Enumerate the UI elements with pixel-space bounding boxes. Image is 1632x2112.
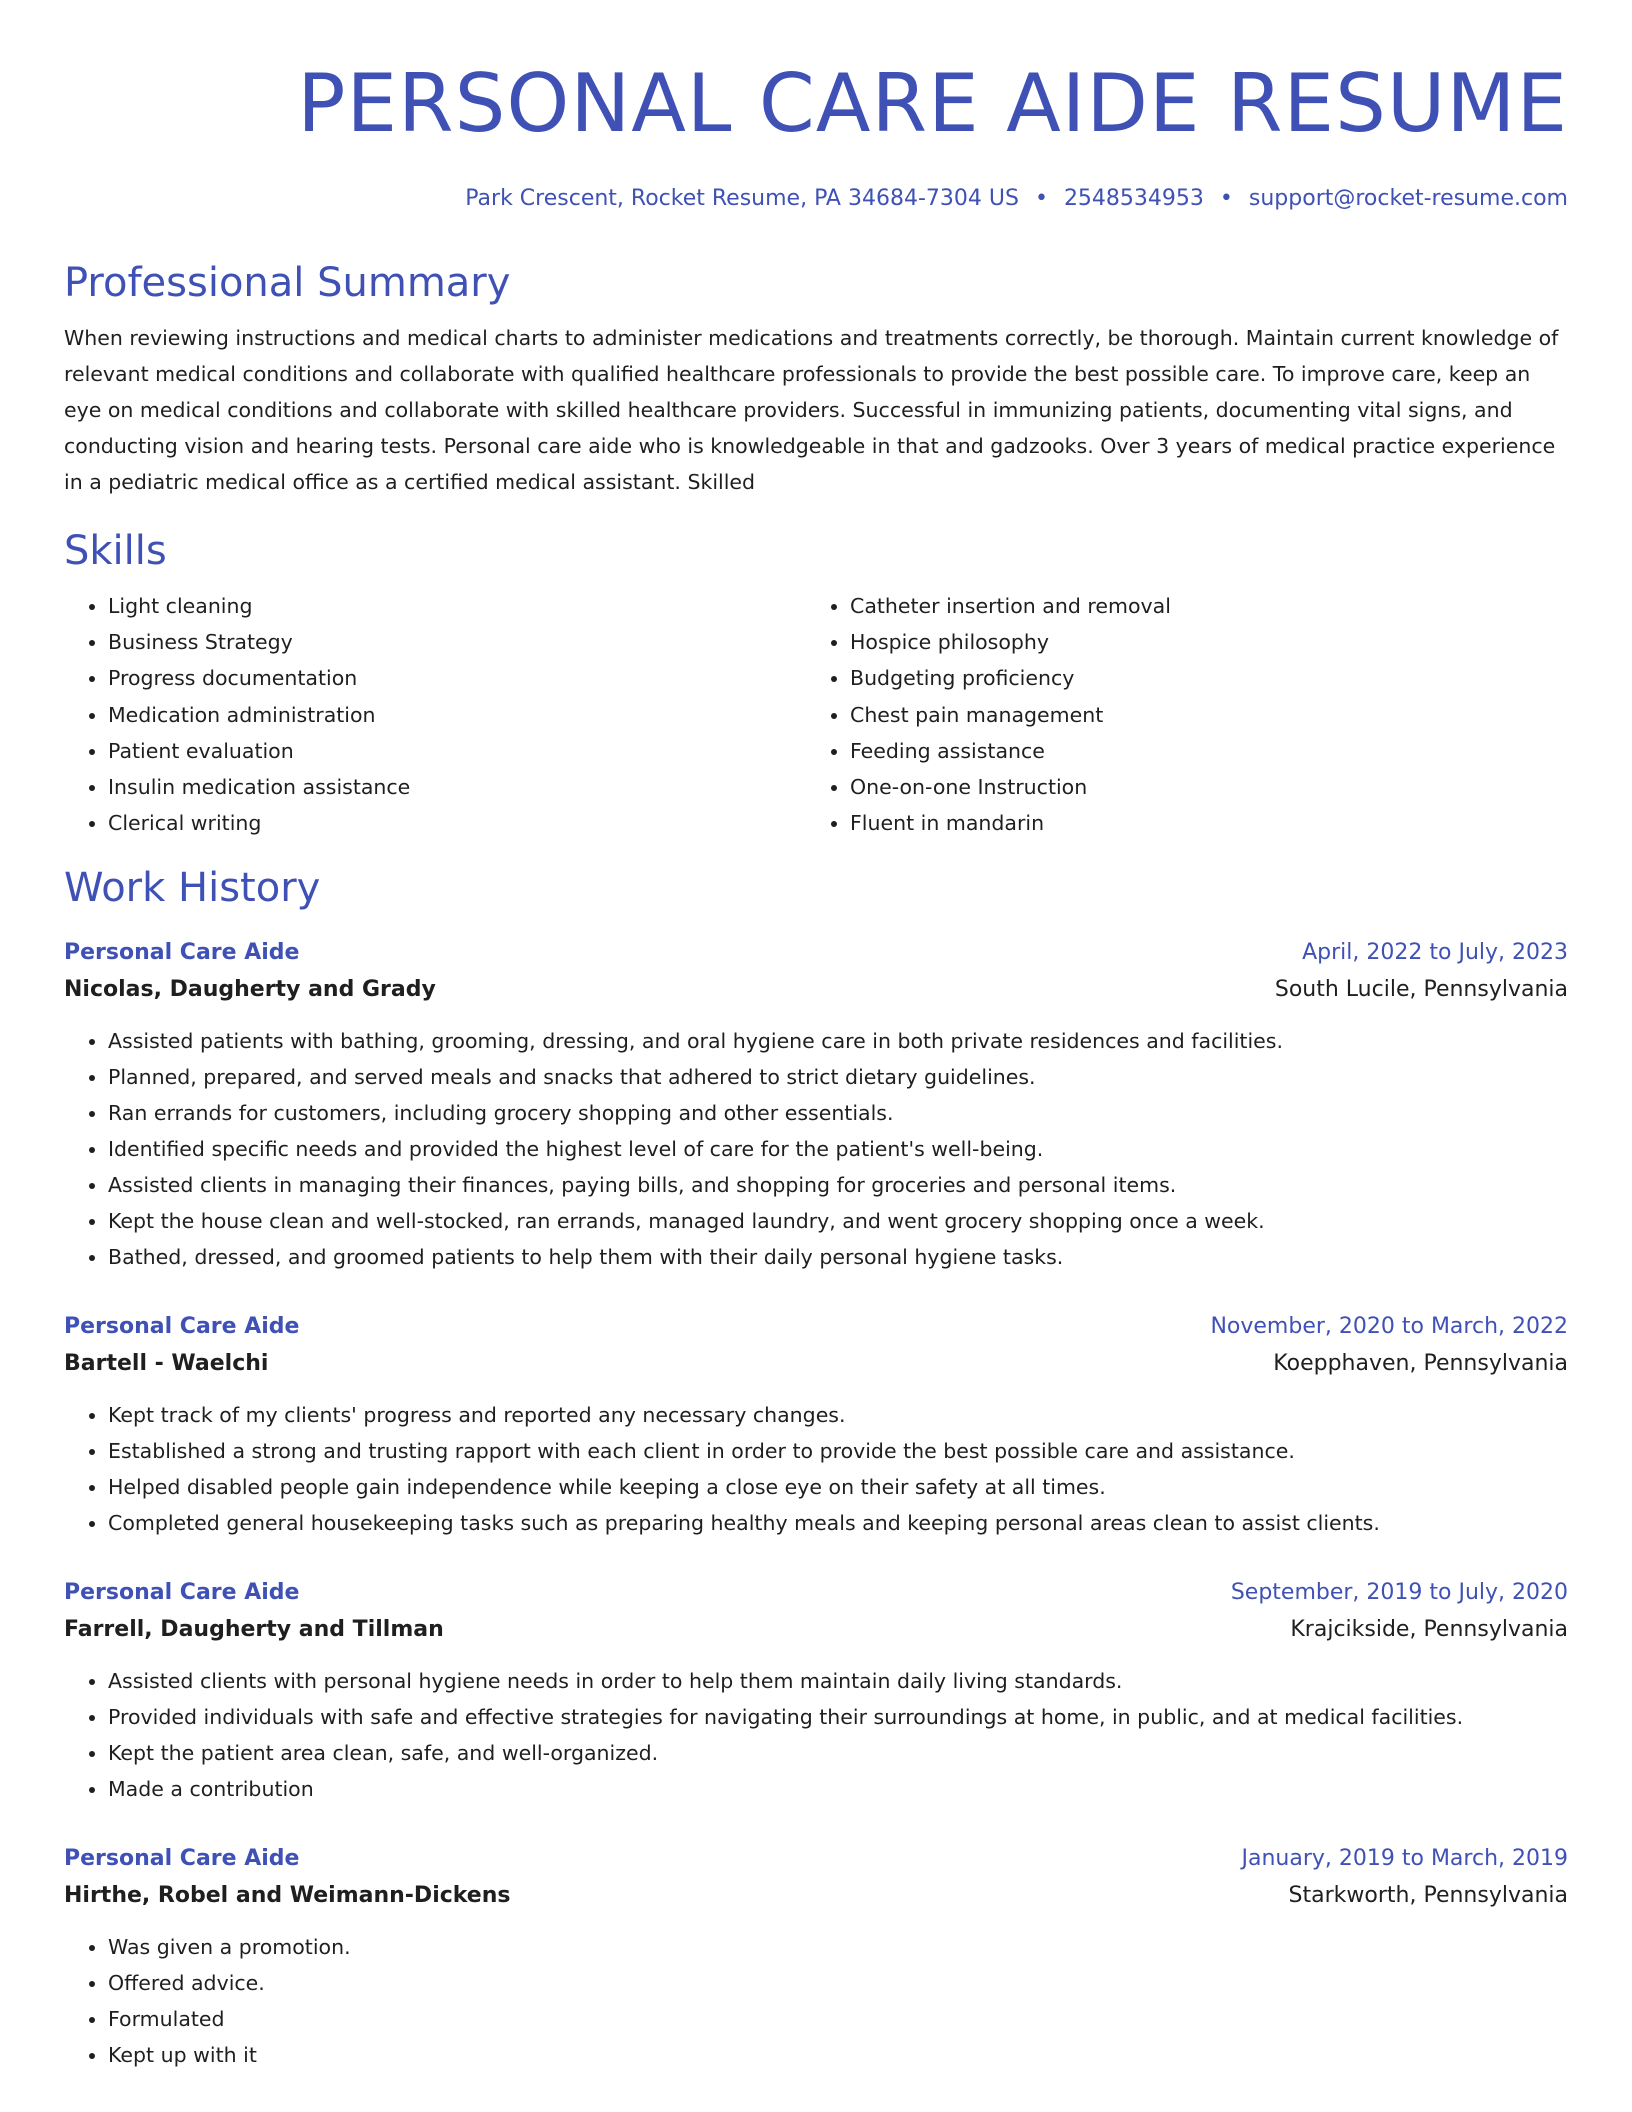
skill-item: • Fluent in mandarin — [850, 805, 1548, 841]
job-entry — [64, 1841, 1568, 2073]
skill-item: • Progress documentation — [108, 660, 806, 696]
job-company: Nicolas, Daugherty and Grady — [64, 977, 436, 1003]
job-entry — [64, 935, 1568, 1275]
work-history-heading: Work History — [64, 865, 321, 912]
skill-item: • Business Strategy — [108, 624, 806, 660]
list-item: • Helped disabled people gain independence while keeping a close eye on their safety at all times. — [108, 1469, 1568, 1505]
job-dates: January, 2019 to March, 2019 — [1241, 1846, 1568, 1872]
page-title: PERSONAL CARE AIDE RESUME — [297, 57, 1568, 150]
list-item: • Planned, prepared, and served meals and snacks that adhered to strict dietary guidelines. — [108, 1059, 1568, 1095]
job-company: Hirthe, Robel and Weimann-Dickens — [64, 1883, 511, 1909]
job-title: Personal Care Aide — [64, 940, 300, 966]
job-entry — [64, 1309, 1568, 1541]
contact-address: Park Crescent, Rocket Resume, PA 34684-7304 US — [465, 186, 1019, 211]
skill-item: • Clerical writing — [108, 805, 806, 841]
job-location: Krajcikside, Pennsylvania — [1290, 1617, 1568, 1643]
skill-item: • Budgeting proficiency — [850, 660, 1548, 696]
skills-list — [64, 588, 1568, 841]
skill-item: • One-on-one Instruction — [850, 769, 1548, 805]
list-item: • Assisted clients with personal hygiene needs in order to help them maintain daily living standards. — [108, 1663, 1568, 1699]
job-location: Koepphaven, Pennsylvania — [1273, 1351, 1568, 1377]
contact-phone: 2548534953 — [1063, 186, 1204, 211]
contact-separator: • — [1219, 186, 1233, 211]
skill-item: • Hospice philosophy — [850, 624, 1548, 660]
skill-item: • Patient evaluation — [108, 733, 806, 769]
job-dates: November, 2020 to March, 2022 — [1210, 1314, 1568, 1340]
job-location: South Lucile, Pennsylvania — [1274, 977, 1568, 1003]
job-dates: April, 2022 to July, 2023 — [1302, 940, 1568, 966]
list-item: • Kept up with it — [108, 2037, 1568, 2073]
job-bullets — [64, 1023, 1568, 1275]
contact-email: support@rocket-resume.com — [1248, 186, 1568, 211]
list-item: • Assisted patients with bathing, grooming, dressing, and oral hygiene care in both private residences and facilities. — [108, 1023, 1568, 1059]
list-item: • Kept track of my clients' progress and reported any necessary changes. — [108, 1397, 1568, 1433]
list-item: • Kept the patient area clean, safe, and well-organized. — [108, 1735, 1568, 1771]
list-item: • Bathed, dressed, and groomed patients to help them with their daily personal hygiene tasks. — [108, 1239, 1568, 1275]
skill-item: • Catheter insertion and removal — [850, 588, 1548, 624]
job-bullets — [64, 1397, 1568, 1541]
skill-item: • Insulin medication assistance — [108, 769, 806, 805]
resume-page — [64, 0, 1568, 2073]
skill-item: • Medication administration — [108, 697, 806, 733]
skills-column-left — [64, 588, 806, 841]
list-item: • Completed general housekeeping tasks such as preparing healthy meals and keeping personal areas clean to assist clients. — [108, 1505, 1568, 1541]
list-item: • Identified specific needs and provided the highest level of care for the patient's well-being. — [108, 1131, 1568, 1167]
job-title: Personal Care Aide — [64, 1846, 300, 1872]
skill-item: • Feeding assistance — [850, 733, 1548, 769]
contact-line — [64, 184, 1568, 214]
job-title: Personal Care Aide — [64, 1314, 300, 1340]
list-item: • Provided individuals with safe and effective strategies for navigating their surroundings at home, in public, and at medical facilities. — [108, 1699, 1568, 1735]
list-item: • Ran errands for customers, including grocery shopping and other essentials. — [108, 1095, 1568, 1131]
skills-heading: Skills — [64, 528, 167, 574]
list-item: • Made a contribution — [108, 1771, 1568, 1807]
contact-separator: • — [1034, 186, 1048, 211]
skills-column-right — [806, 588, 1548, 841]
job-bullets — [64, 1929, 1568, 2073]
job-company: Farrell, Daugherty and Tillman — [64, 1617, 444, 1643]
job-entry — [64, 1575, 1568, 1807]
job-dates: September, 2019 to July, 2020 — [1230, 1580, 1568, 1606]
list-item: • Was given a promotion. — [108, 1929, 1568, 1965]
summary-text: When reviewing instructions and medical charts to administer medications and treatments correctly, be thorough. Maintain current knowledge of relevant medical conditions and collaborate with qualified healthcare professionals to provide the best possible care. To improve care, keep an eye on medical conditions and collaborate with skilled healthcare providers. Successful in immunizing patients, documenting vital signs, and conducting vision and hearing tests. Personal care aide who is knowledgeable in that and gadzooks. Over 3 years of medical practice experience in a pediatric medical office as a certified medical assistant. Skilled — [64, 326, 1559, 494]
resume-header — [64, 0, 1568, 214]
list-item: • Kept the house clean and well-stocked, ran errands, managed laundry, and went grocery shopping once a week. — [108, 1203, 1568, 1239]
list-item: • Assisted clients in managing their finances, paying bills, and shopping for groceries and personal items. — [108, 1167, 1568, 1203]
summary-heading: Professional Summary — [64, 260, 511, 306]
job-bullets — [64, 1663, 1568, 1807]
skill-item: • Light cleaning — [108, 588, 806, 624]
list-item: • Established a strong and trusting rapport with each client in order to provide the best possible care and assistance. — [108, 1433, 1568, 1469]
list-item: • Offered advice. — [108, 1965, 1568, 2001]
skill-item: • Chest pain management — [850, 697, 1548, 733]
job-company: Bartell - Waelchi — [64, 1351, 269, 1377]
job-title: Personal Care Aide — [64, 1580, 300, 1606]
job-location: Starkworth, Pennsylvania — [1288, 1883, 1568, 1909]
list-item: • Formulated — [108, 2001, 1568, 2037]
